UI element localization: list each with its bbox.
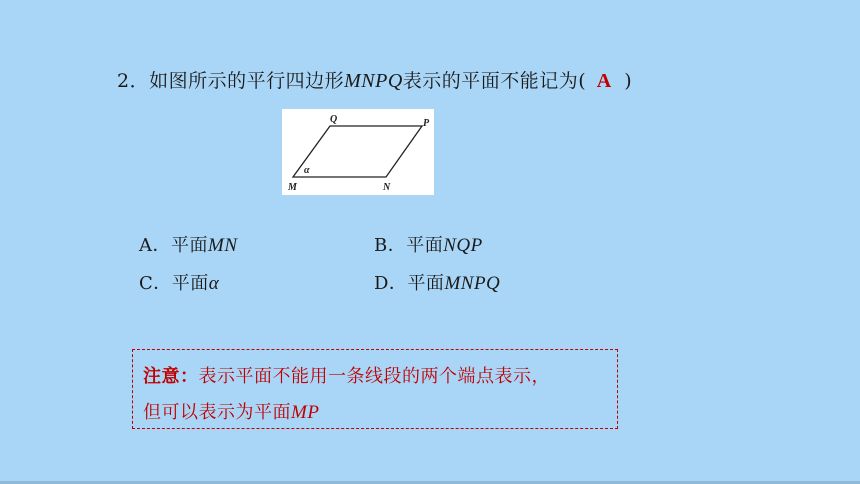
note-title: 注意：	[143, 366, 199, 387]
option-a-prefix: 平面	[171, 235, 208, 256]
note-line-1	[143, 362, 550, 388]
option-b-prefix: 平面	[406, 235, 444, 256]
question-text-before: 如图所示的平行四边形	[149, 70, 345, 92]
option-d-prefix: 平面	[407, 273, 445, 294]
option-a	[139, 231, 238, 257]
option-c-prefix: 平面	[171, 273, 209, 294]
vertex-label-p: P	[423, 118, 430, 129]
vertex-label-n: N	[383, 182, 391, 193]
plane-label-alpha: α	[304, 165, 310, 176]
question-close-paren: )	[624, 70, 633, 92]
parallelogram-figure	[282, 109, 434, 195]
option-b-value: NQP	[443, 235, 483, 256]
question-number: 2．	[117, 70, 150, 92]
vertex-label-m: M	[288, 182, 297, 193]
option-d-value: MNPQ	[444, 273, 501, 294]
question-shape-name: MNPQ	[344, 70, 403, 92]
option-c	[139, 269, 219, 295]
note-line2-prefix: 但可以表示为平面	[143, 402, 291, 423]
note-line2-value: MP	[291, 402, 320, 423]
option-b	[374, 231, 483, 257]
option-d-letter: D．	[374, 273, 408, 294]
parallelogram-diagram	[282, 109, 434, 195]
question-text	[117, 66, 632, 93]
option-a-value: MN	[208, 235, 238, 256]
option-a-letter: A．	[139, 235, 171, 256]
option-b-letter: B．	[374, 235, 407, 256]
option-c-value: α	[208, 273, 220, 294]
note-line-2	[143, 398, 319, 424]
answer-letter: A	[596, 70, 612, 92]
option-c-letter: C．	[139, 273, 172, 294]
note-line1-text: 表示平面不能用一条线段的两个端点表示，	[198, 366, 550, 387]
question-text-after: 表示的平面不能记为(	[402, 70, 587, 92]
parallelogram-shape	[293, 126, 422, 177]
note-box	[132, 349, 618, 429]
vertex-label-q: Q	[330, 114, 338, 125]
option-d	[374, 269, 500, 295]
